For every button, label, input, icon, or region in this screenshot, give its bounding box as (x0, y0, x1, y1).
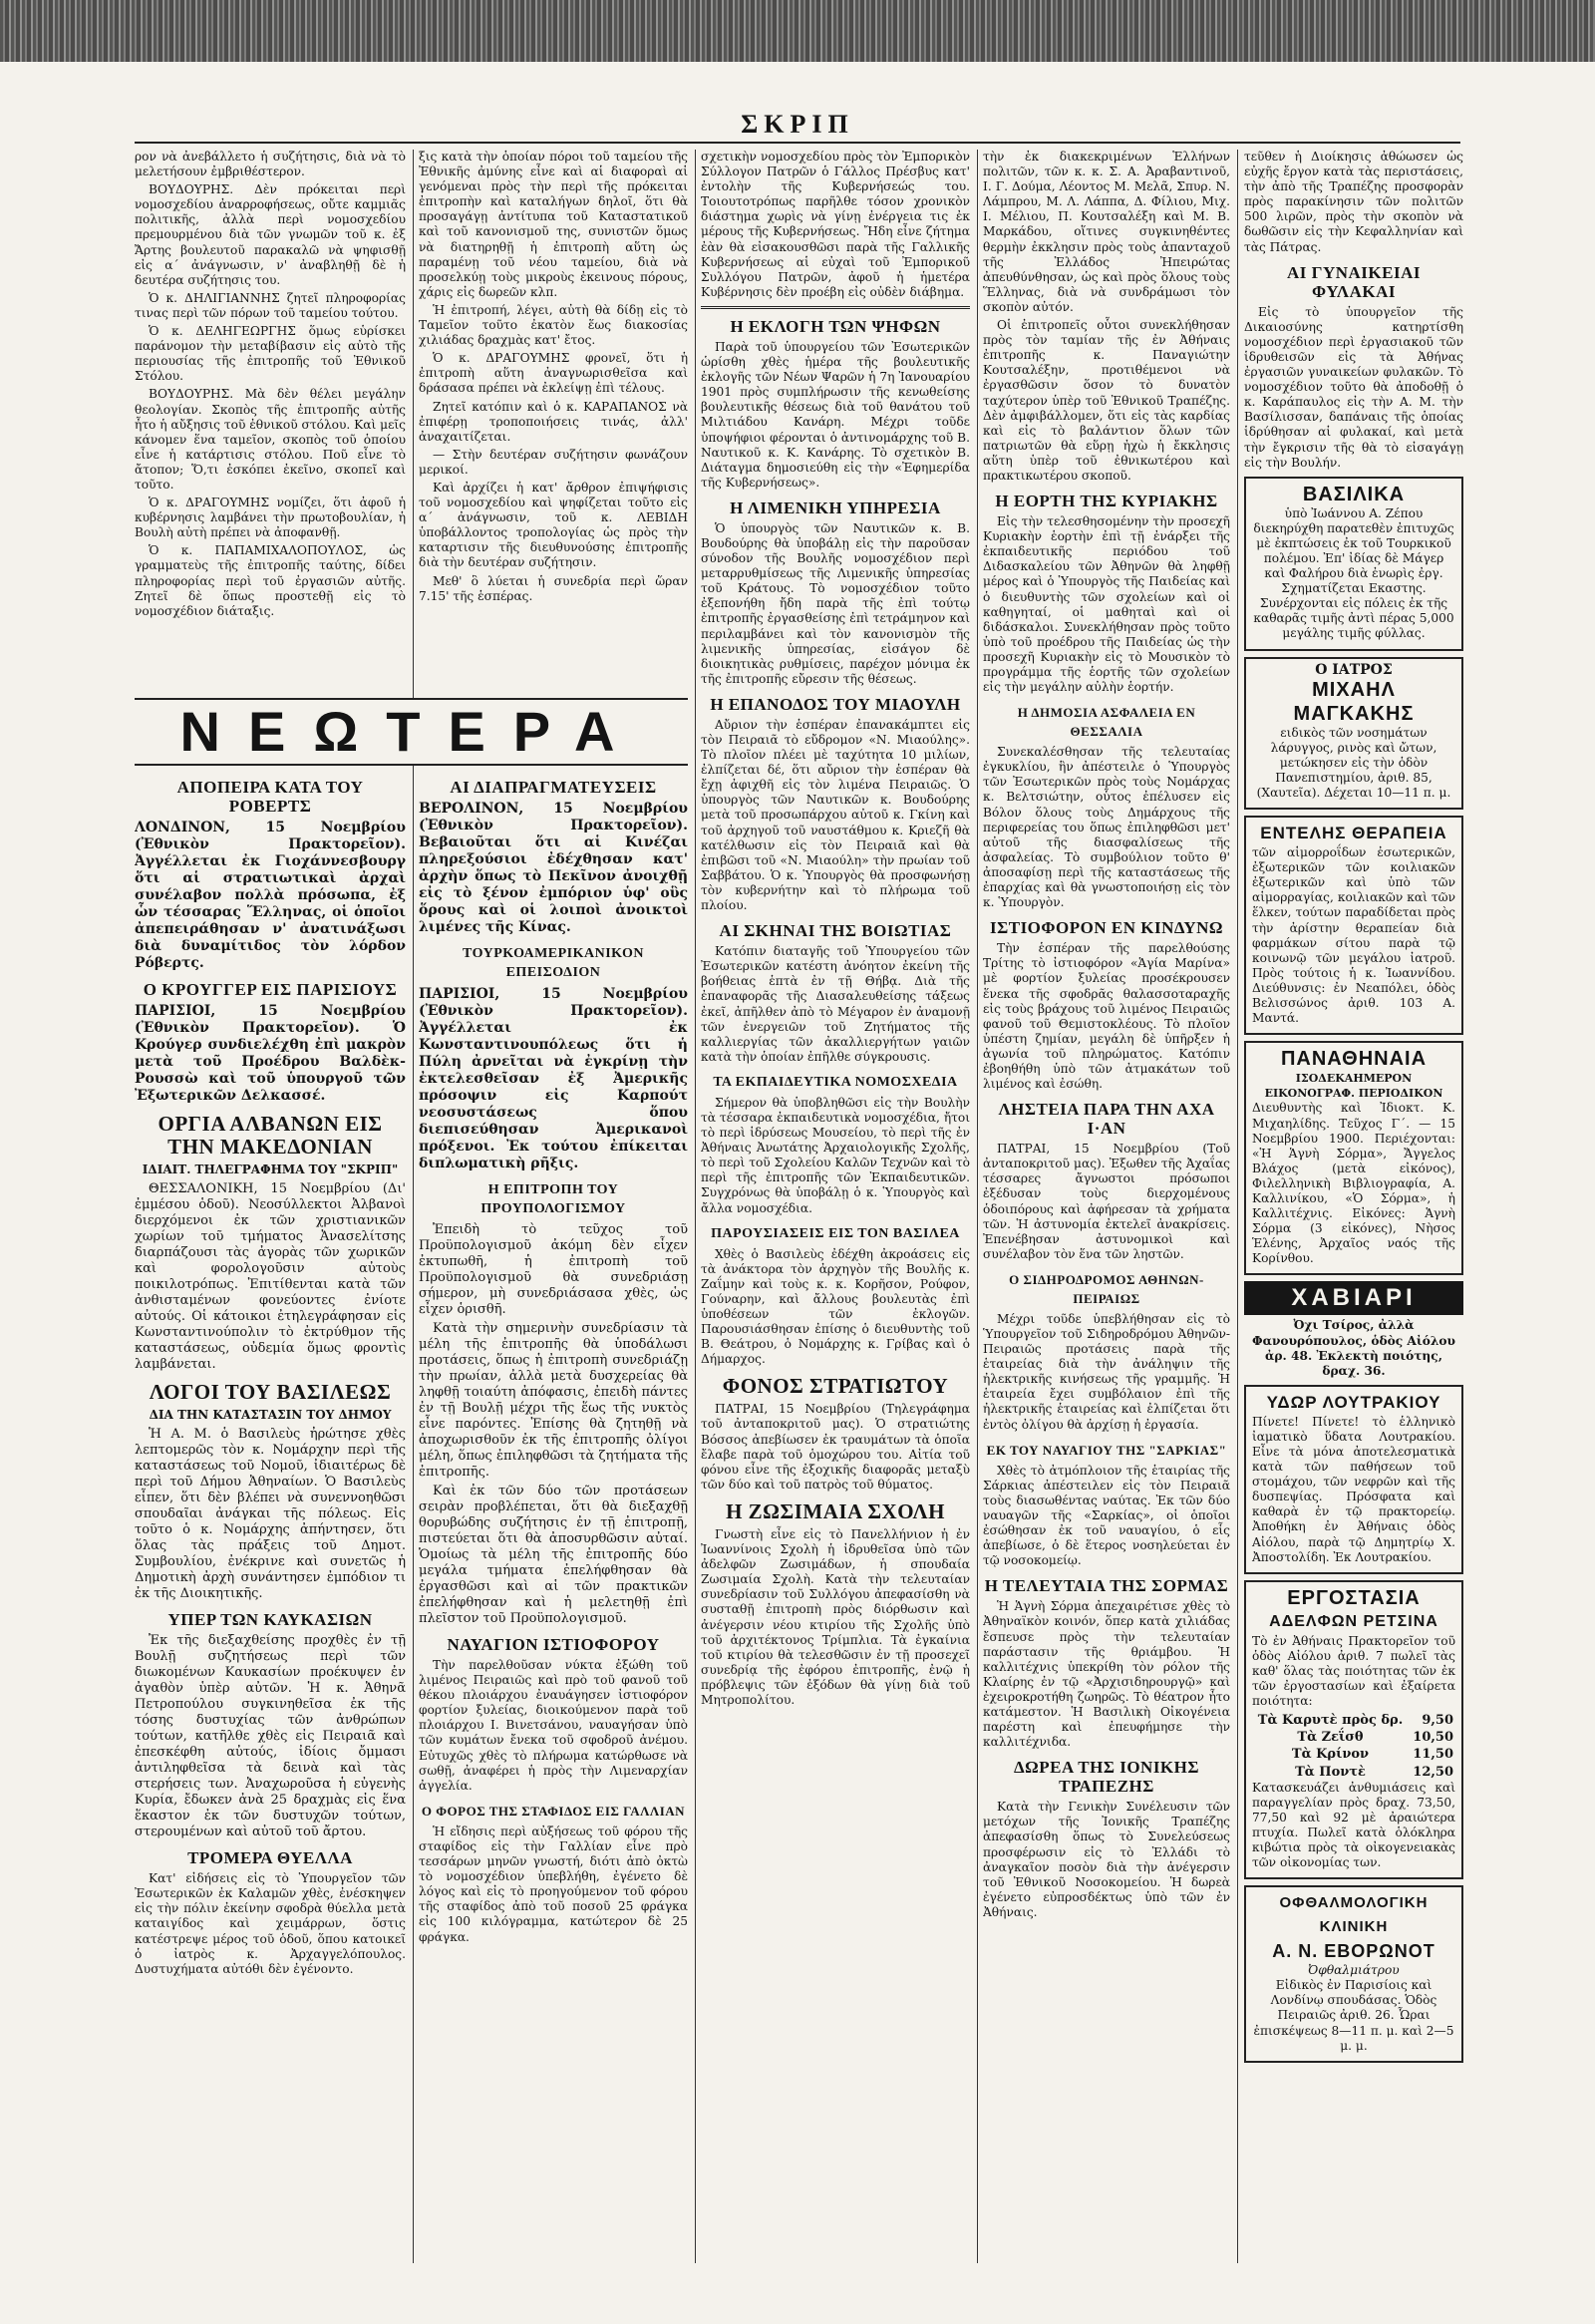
ad-water (1244, 1385, 1463, 1574)
price-row (1252, 1729, 1455, 1746)
paragraph: Τὴν παρελθοῦσαν νύκτα ἐξώθη τοῦ λιμένος Πειραιῶς καὶ πρὸ τοῦ φανοῦ τοῦ θέκου πλοιάρχου ἐναυάγησεν ἰστιοφόρον φορτίον ξυλείας, διοικούμενον παρὰ τοῦ πλοιάρχου Ι. Βινετσάνου, ναυαγήσαν ὑπὸ τῶν κυμάτων ἔνεκα τοῦ σφοδροῦ ἀνέμου. Εὐτυχῶς χθὲς τὸ πλήρωμα κατώρθωσε νὰ σωθῇ, ἀναφέρει ἡ πρὸς τὴν Λιμεναρχίαν ἀγγελία. (419, 1658, 688, 1793)
column-rule (1237, 150, 1238, 2263)
headline: ΑΙ ΓΥΝΑΙΚΕΙΑΙ ΦΥΛΑΚΑΙ (1287, 262, 1421, 301)
paragraph: Εἰς τὸ ὑπουργεῖον τῆς Δικαιοσύνης κατηρτίσθη νομοσχέδιον περὶ ἐργασιακοῦ τῶν ἱδρυθεισῶν εἰς τὰ Ἀθήνας ἐργασιῶν γυναικείων φυλακῶν. Τὸ νομοσχέδιον τοῦτο θὰ ἀποδοθῇ ὁ κ. Καράπαυλος εἰς τὴν Α. Μ. τὴν Βασίλισσαν, δαπάναις τῆς ὁποίας ἱδρύθησαν αἱ φυλακαί, καὶ μετὰ τὴν ἔγκρισιν τῆς θὰ τὸ εἰσαγάγῃ εἰς τὴν Βουλήν. (1244, 304, 1463, 470)
column-3 (701, 150, 970, 2263)
ad-text: Κατασκευάζει ἀνθυμιάσεις καὶ παραγγελίαν πρὸς δραχ. 73,50, 77,50 καὶ 92 μὲ ἀραιώτερα πτυχία. Πωλεῖ κατὰ ὁλόκληρα κιβώτια πρὸς τὰ οἰκογενειακὰς τῶν οἰκονομίας των. (1252, 1780, 1455, 1870)
price-item: Τὰ Ποντὲ (1295, 1764, 1366, 1780)
headline: ΥΠΕΡ ΤΩΝ ΚΑΥΚΑΣΙΩΝ (167, 1610, 373, 1630)
paragraph: Σήμερον θὰ ὑποβληθῶσι εἰς τὴν Βουλὴν τὰ τέσσαρα ἐκπαιδευτικὰ νομοσχέδια, ἤτοι τὸ περὶ ἱδρύσεως Μουσείου, τὸ περὶ τῆς ἐν Ἀθήναις Ἀνωτάτης Ἀρχαιολογικῆς Σχολῆς, τὸ περὶ τοῦ Σχολείου Καλῶν Τεχνῶν καὶ τὸ περὶ τῆς ἐπιτροπῆς τῶν Ἐκπαιδευτικῶν. Συγχρόνως θὰ ὑποβάλῃ ὁ κ. Ὑπουργὸς καὶ ἄλλα νομοσχέδια. (701, 1095, 970, 1215)
headline: ΤΡΟΜΕΡΑ ΘΥΕΛΛΑ (187, 1848, 353, 1868)
ad-text: τῶν αἱμορροΐδων ἐσωτερικῶν, ἐξωτερικῶν τῶν κοιλιακῶν ἐξωτερικῶν καὶ ὑπὸ τῶν αἱμορραγίας, κοιλιακῶν καὶ τῶν ἕλκεν, τούτων παραδίδεται πρὸς τὴν ἀρίστην θεραπείαν διὰ φαρμάκων σίτου παρὰ τῷ κοινωνῷ τῶν μεγάλου ἰατροῦ. Πρὸς τούτοις ἡ κ. Ἰωαννίδου. Διεύθυνσις: ἐν Νεαπόλει, ὁδὸς Βελισσώνος ἀριθ. 103 Α. Μαντά. (1252, 845, 1455, 1026)
paragraph: Συνεκαλέσθησαν τῆς τελευταίας ἐγκυκλίου, ἣν ἀπέστειλε ὁ Ὑπουργὸς τῶν Ἐσωτερικῶν πρὸς τοὺς Νομάρχας κ. Βελτσιώτην, οὗτος ἐπέλυσεν εἰς Βόλον ὅλους τοὺς Δημάρχους τῆς περιφερείας του ὅπως ἐπιληφθῶσι μετ' αὐτοῦ τῆς διασφαλίσεως τῆς ἀσφαλείας. Τὸ συμβούλιον τοῦτο θ' ἀποσαφίσῃ περὶ τῆς καταστάσεως τῆς ἐπαρχίας καὶ θὰ γνωστοποιήσῃ εἰς τὸν κ. Ὑπουργὸν. (983, 745, 1230, 910)
ad-basilika (1244, 477, 1463, 651)
paragraph: Καὶ ἐκ τῶν δύο τῶν προτάσεων σειρὰν προβλέπεται, ὅτι θὰ διεξαχθῇ θορυβώδης συζήτησις ἐν τῇ ἐπιτροπῇ, πιστεύεται ὅτι θὰ ἀποσυρθῶσιν αὐταί. Ὁμοίως τὰ μέλη τῆς ἐπιτροπῆς δύο μεγάλα τμήματα ἐπελήφθησαν θὰ ἐργασθῶσι καὶ αἱ τῶν πρακτικῶν ἐπελήφθησαν καὶ ἡ μελετηθῇ ἐπὶ πλεῖστον τοῦ Προϋπολογισμοῦ. (419, 1484, 688, 1626)
ad-subtitle: ΙΣΟΔΕΚΑΗΜΕΡΟΝ ΕΙΚΟΝΟΓΡΑΦ. ΠΕΡΙΟΔΙΚΟΝ (1264, 1072, 1443, 1101)
paragraph: Κατὰ τὴν σημερινὴν συνεδρίασιν τὰ μέλη τῆς ἐπιτροπῆς θὰ ὑποδάλωσι προτάσεις, ὅπως ἡ ἐπιτροπὴ συνεδριάζῃ τὴν πρωίαν, ἀλλὰ μετὰ δυσχερείας θὰ ληφθῇ τοιαύτη ἀπόφασις, ἐπειδὴ πάντες ἐν τῇ Βουλῇ μέχρι τῆς ἕως τῆς νυκτὸς εἶνε παρόντες. Ἐπίσης θὰ ζητηθῇ νὰ ἀποχωρισθοῦν ἐκ τῆς ἐπιτροπῆς ὀλίγοι μέλη, ὅπως ἐπιληφθῶσι τὰ ζητήματα τῆς ἐπιτροπῆς. (419, 1321, 688, 1480)
paragraph: ΒΟΥΔΟΥΡΗΣ. Μὰ δὲν θέλει μεγάλην θεολογίαν. Σκοπὸς τῆς ἐπιτροπῆς αὐτῆς ἦτο ἡ αὔξησις τοῦ ἐθνικοῦ στόλου. Καὶ μεῖς κάνομεν ἕνα ταμεῖον, σκοπὸς τοῦ ὁποίου εἶνε ἡ κατάρτισις στόλου. Ποῦ εἶνε τὸ ἄτοπον; Ὅ,τι ἐσκόπει ἐκεῖνο, σκοπεῖ καὶ τοῦτο. (135, 387, 406, 492)
paragraph: Ὁ κ. ΔΗΛΙΓΙΑΝΝΗΣ ζητεῖ πληροφορίας τινας περὶ τῶν πόρων τοῦ ταμείου τούτου. (135, 290, 406, 320)
headline: Η ΔΗΜΟΣΙΑ ΑΣΦΑΛΕΙΑ ΕΝ ΘΕΣΣΑΛΙΑ (1017, 705, 1196, 740)
price-row (1252, 1746, 1455, 1763)
ad-text: ὑπὸ Ἰωάννου Α. Ζέπου διεκηρύχθη παρατεθὲν ἐπιτυχῶς μὲ ἐκπτώσεις ἐκ τοῦ Τουρκικοῦ πολέμου. Ἐπ' ἰδίας δὲ Μάγερ καὶ Φαλήρου διὰ ἐνωρὶς ἐργ. Σχηματίζεται Εκαστης. Συνέρχονται εἰς πόλεις ἐκ τῆς καθαρᾶς τιμῆς ἀντὶ πέρας 5,000 μεγάλης τιμῆς φύλλας. (1253, 505, 1454, 641)
paragraph: Ἡ Α. Μ. ὁ Βασιλεὺς ἠρώτησε χθὲς λεπτομερῶς τὸν κ. Νομάρχην περὶ τῆς καταστάσεως τοῦ Νομοῦ, ἰδιαιτέρως δὲ περὶ τοῦ Δήμου Ἀθηναίων. Ὁ Βασιλεὺς εἶπεν, ὅτι δὲν βλέπει νὰ συνεννοηθῶσι σπουδαῖαι ἀνάγκαι τῆς πόλεως. Εἰς τοῦτο ὁ κ. Νομάρχης ἀπήντησεν, ὅτι ὅλας τὰς πράξεις τοῦ Δημοτ. Συμβουλίου, ἐνέκρινε καὶ συνετῶς ἡ Δημοτικὴ ἀρχὴ συνάντησεν ἐμπόδιον τι ἐκ τῆς Διοικητικῆς. (135, 1427, 406, 1602)
ad-panathinaia (1244, 1041, 1463, 1275)
paragraph: Χθὲς τὸ ἀτμόπλοιον τῆς ἑταιρίας τῆς Σάρκιας ἀπέστειλεν εἰς τὸν Πειραιᾶ τοὺς διασωθέντας ναύτας. Ἐκ τῶν δύο ναυαγῶν τῆς «Σαρκίας», οἱ ὁποῖοι ἐσώθησαν ἐκ τοῦ ναυαγίου, ὁ εἷς ἀπεβίωσε, ὁ δὲ ἕτερος νοσηλεύεται ἐν τῷ νοσοκομείῳ. (983, 1463, 1230, 1568)
paragraph: Μεθ' ὃ λύεται ἡ συνεδρία περὶ ὥραν 7.15' τῆς ἑσπέρας. (419, 573, 688, 603)
paragraph: Ὁ κ. ΠΑΠΑΜΙΧΑΛΟΠΟΥΛΟΣ, ὡς γραμματεὺς τῆς ἐπιτροπῆς ταύτης, δίδει πληροφορίας περὶ τοῦ ἐργασιῶν αὐτῆς. Ζητεῖ δὲ ὅπως προστεθῇ εἰς τὸ νομοσχέδιον διάταξις. (135, 543, 406, 618)
paragraph: Παρὰ τοῦ ὑπουργείου τῶν Ἐσωτερικῶν ὡρίσθη χθὲς ἡμέρα τῆς βουλευτικῆς ἐκλογῆς τῶν Νέων Ψαρῶν ἡ 7η Ἰανουαρίου 1901 πρὸς συμπλήρωσιν τῆς κενωθείσης βουλευτικῆς θέσεως διὰ τοῦ θανάτου τοῦ Μιλτιάδου Κανάρη. Μέχρι τοῦδε ὑποψήφιοι φέρονται ὁ ἀντινομάρχης τοῦ Β. Ναυτικοῦ κ. Κ. Κανάρης. Τὸ σχετικὸν Β. Διάταγμα δημοσιεύθη εἰς τὴν «Ἐφημερίδα τῆς Κυβερνήσεως». (701, 339, 970, 490)
paragraph: σχετικὴν νομοσχεδίου πρὸς τὸν Ἐμπορικὸν Σύλλογον Πατρῶν ὁ Γάλλος Πρέσβυς κατ' ἐντολὴν τῆς Κυβερνήσεώς του. Τοιουτοτρόπως παρῆλθε τόσον χρονικὸν διάστημα χωρὶς νὰ γίνῃ ἐνέργεια τις ἐκ μέρους τῆς Κυβερνήσεως. Ἤδη εἶνε ζήτημα ἐὰν θὰ εἰσακουσθῶσι παρὰ τῆς Γαλλικῆς Κυβερνήσεως αἱ εὐχαὶ τοῦ Ἐμπορικοῦ Συλλόγου Πατρῶν, ἀφοῦ ἡ ἡμετέρα Κυβέρνησις δὲν προέβη εἰς οὐδὲν διάβημα. (701, 150, 970, 299)
column-1-top (135, 150, 406, 693)
ad-title: ΒΑΣΙΛΙΚΑ (1302, 483, 1406, 505)
paragraph: Χθὲς ὁ Βασιλεὺς ἐδέχθη ἀκροάσεις εἰς τὰ ἀνάκτορα τὸν ἀρχηγὸν τῆς Βουλῆς κ. Ζαΐμην καὶ τοὺς κ. κ. Κορῆσον, Ρούφον, Γούναρην, καὶ ἄλλους βουλευτὰς ἐπὶ ὑποθέσεων τῶν ἐκλογῶν. Παρουσιάσθησαν ἐπίσης ὁ διευθυντὴς τοῦ Β. Θεάτρου, ὁ Νομάρχης κ. Γρίβας καὶ ὁ Δήμαρχος. (701, 1246, 970, 1367)
headline: ΠΑΡΟΥΣΙΑΣΕΙΣ ΕΙΣ ΤΟΝ ΒΑΣΙΛΕΑ (711, 1225, 960, 1241)
paragraph: Κατὰ τὴν Γενικὴν Συνέλευσιν τῶν μετόχων τῆς Ἰονικῆς Τραπέζης ἀπεφασίσθη ὅπως τὸ Συνελεύσεως προσφέρωσιν εἰς τὸ Ἐλλάδι τὸ ἀναγκαῖον ποσὸν διὰ τὴν ἀνέγερσιν τοῦ Ἐθνικοῦ Νοσοκομείου. Ἡ δωρεὰ ἐγένετο εὐπροσδέκτως ὑπὸ τῶν ἐν Ἀθήναις. (983, 1800, 1230, 1919)
paragraph: ΛΟΝΔΙΝΟΝ, 15 Νοεμβρίου (Ἐθνικὸν Πρακτορεῖον). Ἀγγέλλεται ἐκ Γιοχάννεσβουργ ὅτι αἱ στρατιωτικαὶ ἀρχαὶ συνέλαβον πολλὰ πρόσωπα, ἐξ ὧν τέσσαρας Ἕλληνας, οἱ ὁποῖοι ἀπεπειράθησαν ν' ἀνατινάξωσι διὰ δυναμίτιδος τὸν λόρδον Ρόβερτς. (135, 820, 406, 971)
paragraph: Ἐπειδὴ τὸ τεῦχος τοῦ Προϋπολογισμοῦ ἀκόμη δὲν εἶχεν ἐκτυπωθῆ, ἡ ἐπιτροπὴ τοῦ Προϋπολογισμοῦ θὰ συνεδριάσῃ σήμερον, μὴ συνεδριάσασα χθὲς, ὡς εἶχεν ὁρισθῆ. (419, 1222, 688, 1317)
ad-subtitle: ΑΔΕΛΦΩΝ ΡΕΤΣΙΝΑ (1269, 1612, 1438, 1630)
headline: ΟΡΓΙΑ ΑΛΒΑΝΩΝ ΕΙΣ ΤΗΝ ΜΑΚΕΔΟΝΙΑΝ (158, 1112, 383, 1159)
paragraph: ΠΑΡΙΣΙΟΙ, 15 Νοεμβρίου (Ἐθνικὸν Πρακτορεῖον). Ἀγγέλλεται ἐκ Κωνσταντινουπόλεως ὅτι ἡ Πύλη ἀρνεῖται νὰ ἐγκρίνῃ τὴν ἐκτελεσθεῖσαν ἐξ Ἀμερικῆς πρόσοψιν εἰς Καρπούτ νεοσυστάσεως ὅπου διεπισεύθησαν Ἀμερικανοὶ πρόξενοι. Ἐκ τούτου ἐπίκειται διπλωματικὴ ρῆξις. (419, 986, 688, 1171)
paragraph: Αὔριον τὴν ἑσπέραν ἐπανακάμπτει εἰς τὸν Πειραιᾶ τὸ εὔδρομον «Ν. Μιαούλης». Τὸ πλοῖον πλέει μὲ ταχύτητα 10 μιλίων, ἐλπίζεται δέ, ὅτι αὔριον τὴν ἑσπέραν θὰ ἔχῃ ἀφιχθῆ εἰς τὸν λιμένα Πειραιῶς. Ὁ ὑπουργὸς τῶν Ναυτικῶν κ. Βουδούρης μετὰ τοῦ προσωπάρχου αὐτοῦ κ. Γκίνη καὶ τοῦ ἀρχηγοῦ τοῦ ναυστάθμου κ. Κριεζῆ θὰ κατέλθωσιν εἰς τὸν Πειραιᾶ καὶ θὰ ἐπιβῶσι τοῦ «Ν. Μιαούλη» τὴν πρωίαν τοῦ Σαββάτου. Ὁ κ. Ὑπουργὸς θὰ προσφωνήσῃ τὸν κυβερνήτην καὶ τὸ πλήρωμα τοῦ πλοίου. (701, 717, 970, 913)
headline: Ο ΚΡΟΥΓΓΕΡ ΕΙΣ ΠΑΡΙΣΙΟΥΣ (143, 980, 398, 999)
ad-label: Ὀφθαλμιάτρου (1308, 1963, 1400, 1978)
price-value: 9,50 (1422, 1713, 1453, 1729)
price-value: 12,50 (1413, 1764, 1453, 1780)
paragraph: Ἐκ τῆς διεξαχθείσης προχθὲς ἐν τῇ Βουλῇ συζητήσεως περὶ τῶν διωκομένων Καυκασίων προέκυψεν ἐν ἀγαθὸν ὑπὲρ αὐτῶν. Ἡ κ. Ἀθηνᾶ Πετροπούλου συγκινηθεῖσα ἐκ τῆς τόσης δυστυχίας τῶν ἀνθρώπων τούτων, κατῆλθε χθὲς εἰς Πειραιᾶ καὶ ἐπεσκέφθη αὐτούς, ἰδίοις ὄμμασι ἀντιληφθεῖσα τὰ δεινὰ καὶ τὰς στερήσεις των. Ἀναχωροῦσα ἡ εὐγενὴς Κυρία, ἔδωκεν ἀνὰ 25 δραχμὰς εἰς ἕνα ἕκαστον ἐκ τῶν δυστυχῶν τούτων, στερουμένων καὶ αὐτοῦ τοῦ ἄρτου. (135, 1633, 406, 1840)
paragraph: Ἡ Ἁγνὴ Σόρμα ἀπεχαιρέτισε χθὲς τὸ Ἀθηναϊκὸν κοινόν, ὅπερ κατὰ χιλιάδας ἔσπευσε πρὸς τὴν τελευταίαν παράστασιν τῆς θριάμβου. Ἡ καλλιτέχνις ὑπεκρίθη τὸν ρόλον τῆς Κλαίρης ἐν τῷ «Ἀρχισιδηρουργῷ» καὶ ἐχειροκροτήθη ζωηρῶς. Τὸ θέατρον ἦτο κατάμεστον. Ἡ Βασιλικὴ Οἰκογένεια παρέστη καὶ ἐπευφήμησε τὴν καλλιτέχνιδα. (983, 1599, 1230, 1750)
ad-title: ΕΡΓΟΣΤΑΣΙΑ (1287, 1586, 1421, 1609)
column-5-ads (1244, 150, 1463, 2263)
headline: ΝΑΥΑΓΙΟΝ ΙΣΤΙΟΦΟΡΟΥ (447, 1635, 660, 1654)
price-row (1252, 1764, 1455, 1781)
ad-subtitle: Α. Ν. ΕΒΟΡΩΝΟΤ (1272, 1941, 1436, 1962)
paragraph: τὴν ἐκ διακεκριμένων Ἑλλήνων πολιτῶν, τῶν κ. κ. Σ. Α. Ἀραβαντινοῦ, Ι. Γ. Δούμα, Λέοντος Μ. Μελᾶ, Σπυρ. Ν. Λάμπρου, Μ. Λ. Λάππα, Δ. Φίλιου, Μιχ. Ι. Μέλιου, Π. Κουτσαλέξη καὶ Μ. Β. Μαρκάδου, οἵτινες συγκινηθέντες θερμὴν ἐκκλησιν πρὸς τοὺς ἀπανταχοῦ τῆς Ἑλλάδος Ἠπειρώτας ἀπευθύνθησαν, ὡς καὶ πρὸς ὅλους τοὺς Ἕλληνας, διὰ νὰ συνδράμωσι τὸν σκοπὸν αὐτόν. (983, 150, 1230, 314)
price-item: Τὰ Ζεΐσθ (1297, 1730, 1364, 1746)
ad-text: ειδικὸς τῶν νοσημάτων λάρυγγος, ρινὸς καὶ ὤτων, μετώκησεν εἰς τὴν ὁδὸν Πανεπιστημίου, ἀριθ. 85, (Χαυτεῖα). Δέχεται 10—11 π. μ. (1256, 725, 1451, 800)
paragraph: Ὁ ὑπουργὸς τῶν Ναυτικῶν κ. Β. Βουδούρης θὰ ὑποβάλῃ εἰς τὴν παροῦσαν σύνοδον τῆς Βουλῆς νομοσχέδιον περὶ μεταρρυθμίσεως τῆς Λιμενικῆς ὑπηρεσίας τοῦ Κράτους. Τὸ νομοσχέδιον τοῦτο ἐξεπονήθη ἤδη παρὰ τῆς ἐπὶ τούτῳ ἐπιτροπῆς ἐργασθείσης ἐπὶ τετράμηνον καὶ περιλαμβάνει καὶ τὸν κανονισμὸν τῆς λιμενικῆς ὑπηρεσίας, εἰσάγον δὲ διοικητικὰς ρυθμίσεις, παρέχον μόνιμα ἐκ τῆς ἐπιτροπῆς εὔρεσιν τῆς θέσεως. (701, 520, 970, 686)
paragraph: Εἰς τὴν τελεσθησομένην τὴν προσεχῆ Κυριακὴν ἑορτὴν ἐπὶ τῇ ἐνάρξει τῆς ἐκπαιδευτικῆς περιόδου τοῦ Διδασκαλείου τῶν Ἀθηνῶν θὰ ληφθῇ μέρος καὶ ὁ Ὑπουργὸς τῆς Παιδείας καὶ ὁ διευθυντὴς τῶν σχολείων καὶ οἱ καθηγηταί, οἱ μαθηταὶ καὶ οἱ διδάσκαλοι. Συνεκλήθησαν πρὸς τοῦτο ὑπὸ τοῦ προέδρου τῆς Παιδείας ὡς τὴν προσεχῆ Κυριακὴν εἰς τὸ Μουσικὸν τὸ προγράμμα τῆς ἑορτῆς τῶν σχολείων εἰς τὴν μεγάλην αὐλὴν ἑορτήν. (983, 514, 1230, 695)
headline: Η ΕΠΙΤΡΟΠΗ ΤΟΥ ΠΡΟΥΠΟΛΟΓΙΣΜΟΥ (480, 1182, 626, 1216)
headline: ΙΣΤΙΟΦΟΡΟΝ ΕΝ ΚΙΝΔΥΝΩ (990, 918, 1223, 938)
paragraph: Γνωστὴ εἶνε εἰς τὸ Πανελλήνιον ἡ ἐν Ἰωαννίνοις Σχολὴ ἡ ἰδρυθεῖσα ὑπὸ τῶν ἀδελφῶν Ζωσιμάδων, ἡ σπουδαία Ζωσιμαία Σχολὴ. Κατὰ τὴν τελευταίαν συνεδρίασιν τοῦ Συλλόγου ἀπεφασίσθη νὰ συσταθῇ ἐπιτροπὴ πρὸς διόρθωσιν καὶ ἀνέγερσιν νέου κτιρίου τῆς Σχολῆς ὑπὸ τοῦ ἀρχιτέκτονος Τρίμπλια. Τὰ ἐγκαίνια τοῦ κτιρίου θὰ τελεσθῶσιν ἐν τῇ προσεχεῖ συνεδρίᾳ τῆς ἐφόρου ἐπιτροπῆς, ἐνῷ ἡ πρόβλεψις τῶν ἐξόδων θὰ γίνῃ διὰ τοῦ Μητροπολίτου. (701, 1526, 970, 1707)
ad-text: Διευθυντὴς καὶ Ἰδιοκτ. Κ. Μιχαηλίδης. Τεῦχος Γ΄. — 15 Νοεμβρίου 1900. Περιέχονται: «Ἡ Ἁγνὴ Σόρμα», Ἄγγελος Βλάχος (μετὰ εἰκόνος), Φιλελληνικὴ Βιβλιογραφία, Α. Καλλινίκου, «Ὁ Σόρμα», ἡ Καλλιτέχνις. Εἰκόνες: Ἁγνὴ Σόρμα (3 εἰκόνες), Νὴσος Ἑλένης, Ἀρχαῖος ναός τῆς Κορίνθου. (1252, 1101, 1455, 1266)
paragraph: ρον νὰ ἀνεβάλλετο ἡ συζήτησις, διὰ νὰ τὸ μελετήσουν ἐμβριθέστερον. (135, 150, 406, 179)
ad-title: ΜΙΧΑΗΛ ΜΑΓΚΑΚΗΣ (1293, 678, 1415, 725)
ad-title: ΠΑΝΑΘΗΝΑΙΑ (1280, 1048, 1428, 1071)
ad-text: Εἰδικὸς ἐν Παρισίοις καὶ Λονδίνῳ σπουδάσας. Ὁδὸς Πειραιῶς ἀριθ. 26. Ὧραι ἐπισκέψεως 8—11 π. μ. καὶ 2—5 μ. μ. (1253, 1978, 1454, 2053)
paragraph: Ὁ κ. ΔΡΑΓΟΥΜΗΣ φρονεῖ, ὅτι ἡ ἐπιτροπὴ αὕτη ἀναγνωρισθεῖσα καὶ δράσασα πρέπει νὰ ἐκλείψῃ ἐπὶ τέλους. (419, 351, 688, 396)
headline: ΑΠΟΠΕΙΡΑ ΚΑΤΑ ΤΟΥ ΡΟΒΕΡΤΣ (176, 778, 364, 816)
headline: Η ΤΕΛΕΥΤΑΙΑ ΤΗΣ ΣΟΡΜΑΣ (984, 1576, 1229, 1596)
paragraph: Ὁ κ. ΔΕΛΗΓΕΩΡΓΗΣ ὅμως εὑρίσκει παράνομον τὴν μεταβίβασιν εἰς αὐτὸ τῆς περιουσίας τῆς ἐπιτροπῆς τοῦ Ἐθνικοῦ Στόλου. (135, 324, 406, 384)
headline: ΕΚ ΤΟΥ ΝΑΥΑΓΙΟΥ ΤΗΣ "ΣΑΡΚΙΑΣ" (986, 1442, 1227, 1458)
price-row (1252, 1712, 1455, 1729)
headline: ΑΙ ΔΙΑΠΡΑΓΜΑΤΕΥΣΕΙΣ (450, 778, 657, 797)
column-2-bottom (419, 770, 688, 2263)
neotera-banner: ΝΕΩΤΕΡΑ (135, 698, 688, 766)
ad-text: Πίνετε! Πίνετε! τὸ ἑλληνικὸ ἰαματικὸ ὕδατα Λουτρακίου. Εἶνε τὰ μόνα ἀποτελεσματικὰ κατὰ τῶν παθήσεων τοῦ στομάχου, τῶν νεφρῶν καὶ τῆς δυσπεψίας. Πρόσφατα καὶ καθαρὰ ἐν τῷ πρακτορείῳ. Ἀποθήκη ἐν Ἀθήναις ὁδὸς Αἰόλου, παρὰ τῷ Δημητρίῳ Χ. Ἀποστολίδη. Ἐκ Λουτρακίου. (1252, 1414, 1455, 1564)
paragraph: ΠΑΤΡΑΙ, 15 Νοεμβρίου (Τοῦ ἀνταποκριτοῦ μας). Ἐξωθεν τῆς Ἀχαΐας τέσσαρες ἄγνωστοι πρόσωποι ἐξέδυσαν τοὺς διερχομένους ὁδοιπόρους καὶ ἀφήρεσαν τὰ χρήματα τῶν. Ἡ ἀστυνομία ἐκτελεῖ ἀνακρίσεις. Ἐπενέβησαν ἀστυνομικοὶ καὶ συνέλαβον τὸν ἕνα τῶν ληστῶν. (983, 1142, 1230, 1261)
paragraph: ΒΕΡΟΛΙΝΟΝ, 15 Νοεμβρίου (Ἐθνικὸν Πρακτορεῖον). Βεβαιοῦται ὅτι αἱ Κινέζαι πληρεξούσιοι ἐδέχθησαν κατ' ἀρχὴν ὅπως τὸ Πεκῖνον ἀνοιχθῇ εἰς τὸ ξένον ἐμπόριον ὑφ' οὓς ὅρους καὶ οἱ λοιποὶ ἀνοικτοὶ λιμένες τῆς Κίνας. (419, 801, 688, 935)
headline: Η ΕΠΑΝΟΔΟΣ ΤΟΥ ΜΙΑΟΥΛΗ (710, 694, 961, 714)
subheadline: ΙΔΙΑΙΤ. ΤΗΛΕΓΡΑΦΗΜΑ ΤΟΥ "ΣΚΡΙΠ" (142, 1162, 399, 1176)
paragraph: ΠΑΡΙΣΙΟΙ, 15 Νοεμβρίου (Ἐθνικὸν Πρακτορεῖον). Ὁ Κρούγερ συνδιελέχθη ἐπὶ μακρὸν μετὰ τοῦ Προέδρου Βαλδὲκ-Ρουσσὼ καὶ τοῦ ὑπουργοῦ τῶν Ἐξωτερικῶν Δελκασσέ. (135, 1003, 406, 1104)
column-rule (695, 150, 696, 2263)
ad-title: ΟΦΘΑΛΜΟΛΟΓΙΚΗ ΚΛΙΝΙΚΗ (1279, 1894, 1429, 1936)
headline: Η ΖΩΣΙΜΑΙΑ ΣΧΟΛΗ (726, 1498, 945, 1523)
column-2-top (419, 150, 688, 693)
masthead-title: ΣΚΡΙΠ (741, 110, 854, 139)
price-value: 11,50 (1413, 1747, 1453, 1763)
column-4 (983, 150, 1230, 2263)
paragraph: Τὴν ἑσπέραν τῆς παρελθούσης Τρίτης τὸ ἰστιοφόρον «Ἁγία Μαρίνα» μὲ φορτίον ξυλείας προσέκρουσεν ἕνεκα τῆς σφοδρᾶς θαλασσοταραχῆς εἰς τοὺς βράχους τοῦ λιμένος Πειραιῶς φανοῦ τοῦ Θεμιστοκλέους. Τὸ πλοῖον ὑπέστη ζημίαν, μεγάλη δὲ ὑπῆρξεν ἡ ἀγωνία τοῦ πληρώματος. Κατόπιν ἐβοηθήθη ὑπὸ τῶν ἀτμακάτων τοῦ λιμένος καὶ ἐσώθη. (983, 941, 1230, 1092)
price-item: Τὰ Κρίνον (1291, 1747, 1370, 1763)
paragraph: Ζητεῖ κατόπιν καὶ ὁ κ. ΚΑΡΑΠΑΝΟΣ νὰ ἐπιφέρῃ τροποποιήσεις τινάς, ἀλλ' ἀναχαιτίζεται. (419, 399, 688, 444)
masthead-rule (135, 142, 1460, 144)
ad-therapy (1244, 816, 1463, 1035)
ad-eye-clinic (1244, 1885, 1463, 2063)
paragraph: Οἱ ἐπιτροπεῖς οὗτοι συνεκλήθησαν πρὸς τὸν ταμίαν τῆς ἐν Ἀθήναις ἐπιτροπῆς κ. Παναγιώτην Κουτσαλέξην, προτιθέμενοι νὰ ἐργασθῶσιν ὅσον τὸ δυνατὸν ταχύτερον ὑπὲρ τοῦ Ἐθνικοῦ Τραπέζης. Δὲν ἀμφιβάλλομεν, ὅτι εἰς τὰς καρδίας καὶ εἰς τὸ βαλάντιον ὅλων τῶν πατριωτῶν θὰ εὕρῃ ἠχὼ ἡ ἔκκλησις αὕτη ὑπὲρ τοῦ ἐθνικωτέρου καὶ πρακτικωτέρου σκοποῦ. (983, 318, 1230, 483)
headline: Ο ΦΟΡΟΣ ΤΗΣ ΣΤΑΦΙΔΟΣ ΕΙΣ ΓΑΛΛΙΑΝ (421, 1803, 686, 1819)
headline: ΤΑ ΕΚΠΑΙΔΕΥΤΙΚΑ ΝΟΜΟΣΧΕΔΙΑ (713, 1074, 958, 1090)
headline: ΛΟΓΟΙ ΤΟΥ ΒΑΣΙΛΕΩΣ (149, 1380, 392, 1405)
ad-doctor (1244, 657, 1463, 811)
headline: Η ΛΙΜΕΝΙΚΗ ΥΠΗΡΕΣΙΑ (730, 498, 941, 517)
paragraph: — Στὴν δευτέραν συζήτησιν φωνάζουν μερικοί. (419, 447, 688, 477)
price-value: 10,50 (1413, 1730, 1453, 1746)
headline: Ο ΣΙΔΗΡΟΔΡΟΜΟΣ ΑΘΗΝΩΝ-ΠΕΙΡΑΙΩΣ (1009, 1271, 1204, 1306)
paragraph: Καὶ ἀρχίζει ἡ κατ' ἄρθρον ἐπιψήφισις τοῦ νομοσχεδίου καὶ ψηφίζεται τοῦτο εἰς α΄ ἀνάγνωσιν, τοῦ κ. ΛΕΒΙΔΗ ὑποβάλλοντος τροπολογίας ὡς πρὸς τὴν καταρτισιν τῆς διευθυνούσης ἐπιτροπῆς διὰ τὴν δευτέραν συζήτησιν. (419, 480, 688, 570)
column-rule (413, 150, 414, 2263)
paragraph: Ἡ εἴδησις περὶ αὐξήσεως τοῦ φόρου τῆς σταφίδος εἰς τὴν Γαλλίαν εἶνε πρὸ τεσσάρων μηνῶν γνωστή, διότι ἀπὸ ὀκτὼ τὸ νομοσχέδιον ὑπεβλήθη, ἐγένετο δὲ λόγος καὶ εἰς τὸ προηγούμενον τοῦ φόρου τῆς σταφίδος ἀπὸ τοῦ ποσοῦ 25 φράγκα εἰς 100 κιλόγραμμα, κατώτερον δὲ 25 φράγκα. (419, 1824, 688, 1944)
ad-label: Ο ΙΑΤΡΟΣ (1315, 661, 1393, 678)
price-item: Τὰ Καρυτὲ πρὸς δρ. (1257, 1713, 1404, 1729)
column-rule (977, 150, 978, 2263)
headline: ΔΩΡΕΑ ΤΗΣ ΙΟΝΙΚΗΣ ΤΡΑΠΕΖΗΣ (1014, 1758, 1199, 1797)
ad-factory (1244, 1580, 1463, 1879)
headline: ΤΟΥΡΚΟΑΜΕΡΙΚΑΝΙΚΟΝ ΕΠΕΙΣΟΔΙΟΝ (463, 946, 644, 980)
paragraph: Κατόπιν διαταγῆς τοῦ Ὑπουργείου τῶν Ἐσωτερικῶν κατέστη ἀνόητον ἐκείνη τῆς βοήθειας ἑπτὰ ἐν τῇ Θήβᾳ. Διὰ τῆς ἐπαναφορᾶς τῆς Διασαλευθείσης τάξεως ἐκεῖ, ἀπῆλθεν ἀπὸ τὸ Μέγαρον ἐν ἀναμονῇ τῶν ἐνεργειῶν τοῦ Ζητήματος τῆς καλλιεργίας τῶν ἀκαλλιεργήτων γαιῶν κατὰ τὴν ὁποίαν ἐπῆλθε σύγκρουσις. (701, 944, 970, 1064)
headline: ΦΟΝΟΣ ΣΤΡΑΤΙΩΤΟΥ (722, 1374, 949, 1399)
paragraph: ξις κατὰ τὴν ὁποίαν πόροι τοῦ ταμείου τῆς Ἐθνικῆς ἀμύνης εἶνε καὶ αἱ διαφοραὶ αἱ γενόμεναι πρὸς τὴν περὶ τῆς πρόκειται ἐπιτροπὴν καὶ καταλήγων δηλοῖ, ὅτι θὰ προσαγάγῃ ἀντίτυπα τοῦ Καταστατικοῦ καὶ τοῦ κανονισμοῦ της, συνιστῶν ὅμως νὰ διατηρηθῇ ἡ ἐπιτροπὴ αὕτη ὡς παραμένῃ τοῦ νέου ταμείου, διὰ νὰ προσελκύῃ τοὺς μικροὺς ἐκεινους πόρους, χάρις εἰς δωρεῶν κλπ. (419, 150, 688, 299)
ad-caviar-title: ΧΑΒΙΑΡΙ (1244, 1281, 1463, 1315)
paragraph: Ἡ ἐπιτροπή, λέγει, αὐτὴ θὰ δίδῃ εἰς τὸ Ταμεῖον τοῦτο ἐκατὸν ἕως διακοσίας χιλιάδας δραχμὰς κατ' ἔτος. (419, 302, 688, 348)
headline: Η ΕΟΡΤΗ ΤΗΣ ΚΥΡΙΑΚΗΣ (995, 492, 1218, 511)
headline: Η ΕΚΛΟΓΗ ΤΩΝ ΨΗΦΩΝ (730, 316, 941, 336)
paragraph: Μέχρι τοῦδε ὑπεβλήθησαν εἰς τὸ Ὑπουργεῖον τοῦ Σιδηροδρόμου Ἀθηνῶν-Πειραιῶς προτάσεις παρὰ τῆς ἑταιρείας διὰ τὴν ἀνάληψιν τῆς ἠλεκτρικῆς κινήσεως τῆς γραμμῆς. Ἡ ἑταιρεία ἔχει συμβόλαιον ἐπὶ τῆς ἠλεκτρικῆς ἑταιρείας καὶ ἐλπίζεται ὅτι ἐντὸς ὀλίγου θὰ ἀρχίσῃ ἡ ἐργασία. (983, 1311, 1230, 1432)
paragraph: ΒΟΥΔΟΥΡΗΣ. Δὲν πρόκειται περὶ νομοσχεδίου ἀναρροφήσεως, οὔτε καμμιᾶς πολιτικῆς, ἀλλὰ περὶ νομοσχεδίου πρεμουρμένου διὰ τῶν γνωμῶν τοῦ κ. ἐξ Ἄρτης βουλευτοῦ παρακαλῶ νὰ ψηφισθῇ εἰς α΄ ἀνάγνωσιν, ν' ἀναβληθῇ δὲ ἡ δευτέρα συζήτησις του. (135, 182, 406, 287)
scan-top-band (0, 0, 1595, 62)
paragraph: ΠΑΤΡΑΙ, 15 Νοεμβρίου (Τηλεγράφημα τοῦ ἀνταποκριτοῦ μας). Ὁ στρατιώτης Βόσσος ἀπεβίωσεν ἐκ τραυμάτων τὰ ὁποῖα ἔλαβε παρὰ τοῦ ὁμοχώρου του. Αἰτία τοῦ φόνου εἶνε τῆς ἐξοχικῆς διαφορᾶς μεταξὺ τῶν δύο καὶ τοῦ πατρὸς τοῦ θύματος. (701, 1402, 970, 1492)
ad-title: ΕΝΤΕΛΗΣ ΘΕΡΑΠΕΙΑ (1260, 824, 1447, 843)
ad-text: Ὀχι Τσίρος, ἀλλὰ Φανουρόπουλος, ὁδὸς Αἰόλου ἀρ. 48. Ἐκλεκτὴ ποιότης, δραχ. 36. (1251, 1318, 1456, 1378)
ad-title: ΥΔΩΡ ΛΟΥΤΡΑΚΙΟΥ (1266, 1392, 1441, 1412)
paragraph: τεῦθεν ἡ Διοίκησις ἀθώωσεν ὡς εὐχῆς ἔργον κατὰ τὰς περιστάσεις, τὴν ἀπὸ τῆς Τραπέζης προσφορὰν πρὸς παρακίνησιν τῶν πολιτῶν 500 λιρῶν, πρὸς τὴν σκοπὸν νὰ δωθῶσιν εἰς τὴν Κεφαλληνίαν καὶ τὰς Πάτρας. (1244, 150, 1463, 254)
column-1-bottom (135, 770, 406, 2263)
price-table (1252, 1712, 1455, 1780)
headline: ΛΗΣΤΕΙΑ ΠΑΡΑ ΤΗΝ ΑΧΑ Ι·ΑΝ (998, 1100, 1215, 1139)
divider (701, 306, 970, 309)
headline: ΑΙ ΣΚΗΝΑΙ ΤΗΣ ΒΟΙΩΤΙΑΣ (719, 921, 952, 941)
paragraph: ΘΕΣΣΑΛΟΝΙΚΗ, 15 Νοεμβρίου (Δι' ἐμμέσου ὁδοῦ). Νεοσύλλεκτοι Ἀλβανοὶ διερχόμενοι ἐκ τῶν χριστιανικῶν χωρίων τοῦ τμήματος Ἀνασελίτσης διαρπάζουσι τὰς ἀγορὰς τῶν χωρικῶν καὶ φορολογοῦσιν αὐτοὺς ποικιλοτρόπως. Ἐπιτίθενται κατὰ τῶν ἀνθισταμένων φονεύοντες ἐνίοτε αὐτούς. Οἱ κάτοικοι ἐτηλεγράφησαν εἰς Κωνσταντινούπολιν τὸ ἐκτρύθμον τῆς καταστάσεως, οὐδεμία ὅμως φροντὶς λαμβάνεται. (135, 1181, 406, 1373)
subheadline: ΔΙΑ ΤΗΝ ΚΑΤΑΣΤΑΣΙΝ ΤΟΥ ΔΗΜΟΥ (149, 1408, 392, 1423)
paragraph: Ὁ κ. ΔΡΑΓΟΥΜΗΣ νομίζει, ὅτι ἀφοῦ ἡ κυβέρνησις λαμβάνει τὴν πρωτοβουλίαν, ἡ Βουλὴ αὐτὴ πρέπει νὰ ἀποφανθῇ. (135, 496, 406, 540)
paragraph: Κατ' εἰδήσεις εἰς τὸ Ὑπουργεῖον τῶν Ἐσωτερικῶν ἐκ Καλαμῶν χθὲς, ἐνέσκηψεν εἰς τὴν πόλιν ἐκείνην σφοδρὰ θύελλα μετὰ καταιγίδος καὶ χειμάρρων, ὅστις κατέστρεψε μέρος τοῦ ὁδοῦ, ὅπου κατοικεῖ ὁ ἰατρὸς κ. Ἀρχαγγελόπουλος. Δυστυχήματα αὐτόθι δὲν ἐγένοντο. (135, 1871, 406, 1976)
ad-text: Τὸ ἐν Ἀθήναις Πρακτορεῖον τοῦ ὁδὸς Αἰόλου ἀριθ. 7 πωλεῖ τὰς καθ' ὅλας τὰς ποιότητας τῶν ἐκ τῶν ἐργοστασίων καὶ ἐξαίρετα ποιότητα: (1252, 1633, 1455, 1709)
